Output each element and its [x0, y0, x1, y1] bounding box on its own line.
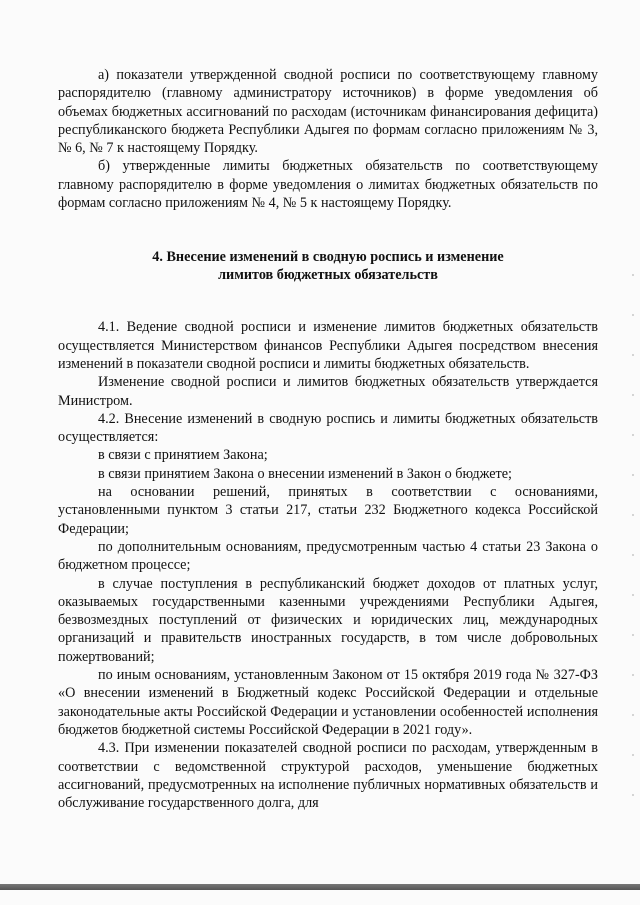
paragraph-4-2: 4.2. Внесение изменений в сводную роспись и лимиты бюджетных обязательств осуществляется:: [58, 410, 598, 446]
list-item: в связи с принятием Закона;: [98, 447, 268, 464]
paragraph-b: б) утвержденные лимиты бюджетных обязательств по соответствующему главному распорядителю в форме уведомления о лимитах бюджетных обязательств по формам согласно приложениям № 4, № 5 к настоящему Порядку.: [58, 158, 598, 212]
list-item: по дополнительным основаниям, предусмотренным частью 4 статьи 23 Закона о бюджетном процессе;: [58, 538, 598, 574]
section-heading: [58, 248, 598, 284]
section-heading-line-1: 4. Внесение изменений в сводную роспись и изменение: [152, 249, 504, 266]
paragraph-4-1-approval: Изменение сводной росписи и лимитов бюджетных обязательств утверждается Министром.: [58, 374, 598, 409]
list-item: в связи принятием Закона о внесении изменений в Закон о бюджете;: [98, 465, 512, 482]
paragraph-a: а) показатели утвержденной сводной росписи по соответствующему главному распорядителю (главному администратору источников) в форме уведомления об объемах бюджетных ассигнований по расходам (источникам финансирования дефицита) республиканского бюджета Республики Адыгея по формам согласно приложениям № 3, № 6, № 7 к настоящему Порядку.: [58, 67, 598, 157]
document-page: [58, 66, 598, 812]
list-item: по иным основаниям, установленным Законом от 15 октября 2019 года № 327-ФЗ «О внесении изменений в Бюджетный кодекс Российской Федерации и отдельные законодательные акты Российской Федерации и установлении особенностей исполнения бюджетов бюджетной системы Российской Федерации в 2021 году».: [58, 667, 598, 738]
paragraph-4-1: 4.1. Ведение сводной росписи и изменение лимитов бюджетных обязательств осуществляется Министерством финансов Республики Адыгея посредством внесения изменений в показатели сводной росписи и лимиты бюджетных обязательств.: [58, 319, 598, 372]
scan-bottom-edge: [0, 884, 640, 890]
scan-edge-noise: [632, 260, 634, 820]
list-item: на основании решений, принятых в соответствии с основаниями, установленными пунктом 3 статьи 217, статьи 232 Бюджетного кодекса Российской Федерации;: [58, 484, 598, 537]
paragraph-4-3: 4.3. При изменении показателей сводной росписи по расходам, утвержденным в соответствии с ведомственной структурой расходов, уменьшение бюджетных ассигнований, предусмотренных на исполнение публичных нормативных обязательств и обслуживание государственного долга, для: [58, 740, 598, 812]
list-item: в случае поступления в республиканский бюджет доходов от платных услуг, оказываемых государственными казенными учреждениями Республики Адыгея, безвозмездных поступлений от физических и юридических лиц, международных организаций и правительств иностранных государств, в том числе добровольных пожертвований;: [58, 575, 598, 665]
section-heading-line-2: лимитов бюджетных обязательств: [218, 267, 438, 284]
